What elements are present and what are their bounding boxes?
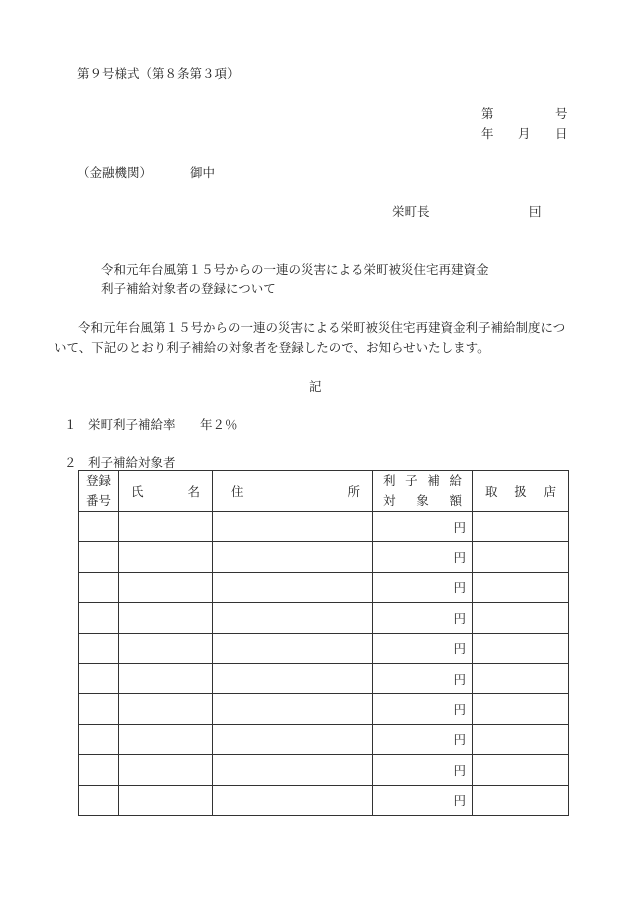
item-2-label: 利子補給対象者	[88, 455, 176, 470]
header-name: 氏 名	[119, 471, 213, 512]
item-2-number: ２	[64, 455, 77, 470]
amount-unit: 円	[373, 603, 473, 633]
table-header-row	[79, 471, 569, 512]
table-row	[79, 572, 569, 602]
table-row	[79, 785, 569, 815]
table-row	[79, 663, 569, 693]
seal-mark: 囙	[529, 204, 542, 219]
table-row	[79, 512, 569, 542]
amount-unit: 円	[373, 755, 473, 785]
form-number: 第９号様式（第８条第３項）	[77, 66, 240, 81]
recipient-table	[78, 470, 569, 816]
header-address: 住 所	[213, 471, 373, 512]
table-row	[79, 694, 569, 724]
document-title-line2: 利子補給対象者の登録について	[101, 281, 276, 296]
amount-unit: 円	[373, 572, 473, 602]
amount-unit: 円	[373, 785, 473, 815]
document-title-line1: 令和元年台風第１５号からの一連の災害による栄町被災住宅再建資金	[101, 262, 489, 277]
body-paragraph: 令和元年台風第１５号からの一連の災害による栄町被災住宅再建資金利子補給制度について、下記のとおり利子補給の対象者を登録したので、お知らせいたします。	[54, 320, 566, 355]
amount-unit: 円	[373, 512, 473, 542]
item-1-value: 年２％	[200, 417, 238, 432]
header-registration-number: 登録 番号	[79, 471, 119, 512]
sender-title: 栄町長	[392, 204, 430, 219]
table-row	[79, 542, 569, 572]
amount-unit: 円	[373, 694, 473, 724]
ki-heading: 記	[309, 379, 322, 394]
table-row	[79, 755, 569, 785]
header-interest-subsidy-amount: 利 子 補 給 対 象 額	[373, 471, 473, 512]
addressee: （金融機関）	[77, 165, 153, 180]
item-1-number: １	[64, 417, 77, 432]
date-month: 月	[518, 126, 531, 141]
header-dealer: 取 扱 店	[473, 471, 569, 512]
amount-unit: 円	[373, 542, 473, 572]
addressee-suffix: 御中	[190, 165, 216, 180]
amount-unit: 円	[373, 663, 473, 693]
date-day: 日	[555, 126, 568, 141]
amount-unit: 円	[373, 633, 473, 663]
item-1-label: 栄町利子補給率	[88, 417, 176, 432]
amount-unit: 円	[373, 724, 473, 754]
document-number-label: 第	[481, 106, 494, 121]
table-row	[79, 633, 569, 663]
date-year: 年	[481, 126, 494, 141]
table-row	[79, 724, 569, 754]
table-row	[79, 603, 569, 633]
document-number-suffix: 号	[555, 106, 568, 121]
